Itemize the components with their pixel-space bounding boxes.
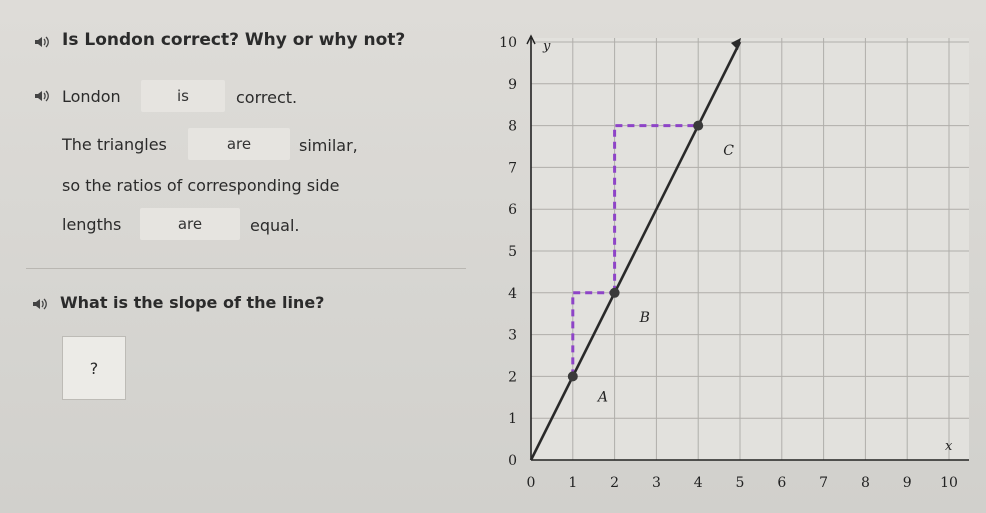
dropdown-similar[interactable]: are <box>188 128 290 160</box>
x-tick-label: 7 <box>819 475 829 491</box>
y-tick-label: 2 <box>508 369 517 386</box>
speaker-icon[interactable] <box>32 297 48 311</box>
y-tick-label: 4 <box>508 285 517 302</box>
y-tick-label: 9 <box>508 76 517 93</box>
question1-title: Is London correct? Why or why not? <box>62 30 406 50</box>
speaker-icon[interactable] <box>34 89 50 103</box>
y-tick-label: 7 <box>508 160 517 177</box>
dropdown-equal[interactable]: are <box>140 208 240 240</box>
x-tick-label: 6 <box>777 475 787 491</box>
y-tick-label: 0 <box>508 453 517 469</box>
x-axis-label: x <box>945 439 953 454</box>
data-point <box>610 288 620 298</box>
section-divider <box>26 268 466 269</box>
line2-prefix: The triangles <box>62 135 167 154</box>
y-tick-label: 10 <box>499 35 517 51</box>
x-tick-label: 3 <box>651 475 661 491</box>
data-point <box>693 121 703 131</box>
data-point <box>568 371 578 381</box>
triangle-label: A <box>597 389 609 406</box>
y-tick-label: 3 <box>508 327 517 344</box>
triangle-label: C <box>723 142 734 159</box>
y-tick-label: 1 <box>508 411 517 428</box>
x-tick-label: 9 <box>902 475 912 491</box>
y-tick-label: 5 <box>508 244 517 260</box>
y-tick-label: 8 <box>508 118 517 135</box>
line3-text: so the ratios of corresponding side <box>62 176 340 195</box>
question2-title: What is the slope of the line? <box>60 293 325 312</box>
x-tick-label: 1 <box>568 475 578 491</box>
slope-answer-input[interactable]: ? <box>62 336 126 400</box>
line1-prefix: London <box>62 87 121 106</box>
y-tick-label: 6 <box>508 202 517 219</box>
line4-prefix: lengths <box>62 215 122 234</box>
x-tick-label: 2 <box>610 475 620 491</box>
x-tick-label: 8 <box>860 475 870 491</box>
y-axis-label: y <box>543 39 551 54</box>
x-tick-label: 0 <box>526 475 536 491</box>
x-tick-label: 10 <box>940 475 958 491</box>
coordinate-graph <box>490 20 980 495</box>
line2-suffix: similar, <box>299 136 358 155</box>
triangle-label: B <box>639 310 650 327</box>
line4-suffix: equal. <box>250 216 300 235</box>
grid-background <box>531 38 969 460</box>
x-tick-label: 5 <box>735 475 745 491</box>
dropdown-is-correct[interactable]: is <box>141 80 225 112</box>
speaker-icon[interactable] <box>34 35 50 49</box>
line1-suffix: correct. <box>236 88 298 107</box>
x-tick-label: 4 <box>693 475 703 491</box>
